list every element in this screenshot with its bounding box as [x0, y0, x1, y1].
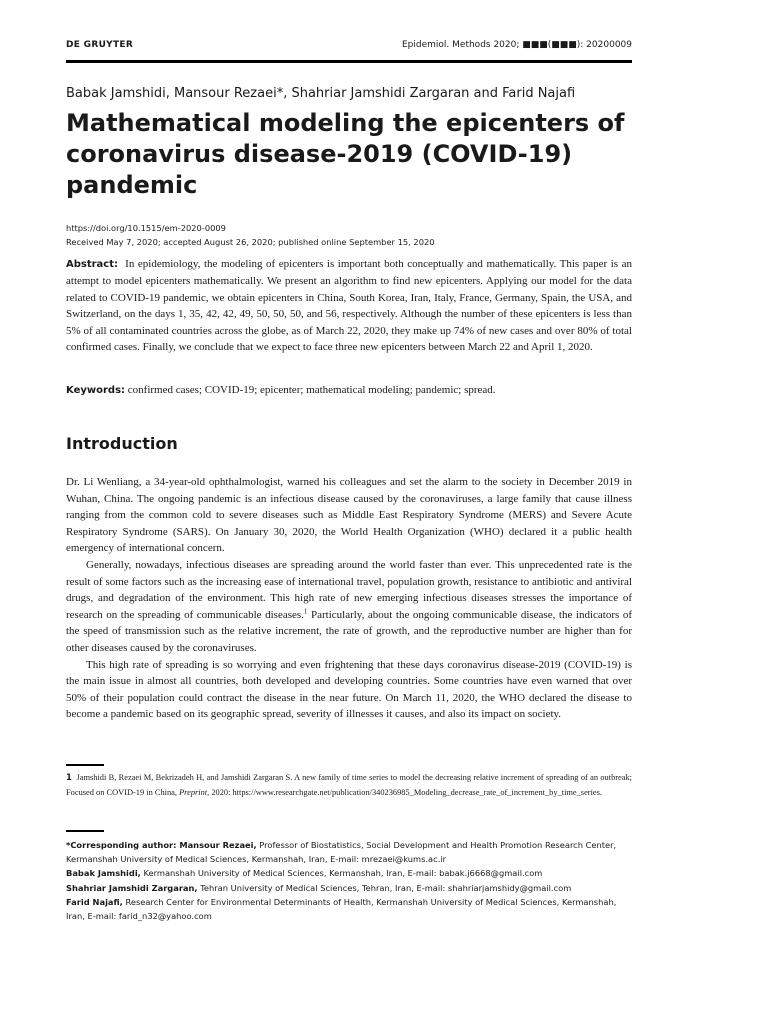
footnote-rule — [66, 764, 104, 766]
affiliation-name: Babak Jamshidi, — [66, 868, 141, 879]
abstract-text: In epidemiology, the modeling of epicenters is important both conceptually and mathematically. This paper is an attempt to model epicenters mathematically. We present an algorithm to find new epicenters. Applying our model for the data related to COVID-19 pandemic, we obtain epicenters in China, South Korea, Iran, Italy, France, Germany, Spain, the USA, and Switzerland, on the days 1, 35, 42, 42, 49, 50, 50, 50, and 56, respectively. Although the number of these epicenters is less than 5% of all contaminated countries across the globe, as of March 22, 2020, they make up 74% of new cases and over 80% of total confirmed cases. Finally, we conclude that we expect to face three new epicenters between March 22 and April 1, 2020. — [66, 258, 633, 354]
article-meta — [66, 221, 435, 249]
affiliation-entry — [66, 866, 632, 880]
abstract-label: Abstract: — [66, 259, 119, 270]
affiliation-entry — [66, 895, 632, 923]
keywords — [66, 382, 632, 399]
author-list: Babak Jamshidi, Mansour Rezaei*, Shahriar Jamshidi Zargaran and Farid Najafi — [66, 86, 576, 101]
keywords-label: Keywords: — [66, 385, 126, 396]
affiliation-text: Kermanshah University of Medical Sciences, Kermanshah, Iran, E-mail: babak.j6668@gmail.com — [140, 868, 543, 879]
footnote-text: Jamshidi B, Rezaei M, Bekrizadeh H, and Jamshidi Zargaran S. A new family of time series to model the decreasing relative increment of spreading of an outbreak; Focused on COVID-19 in China, — [66, 773, 633, 797]
affiliation-text: Research Center for Environmental Determinants of Health, Kermanshah University of Medical Sciences, Kermanshah, Iran, E-mail: farid_n32@yahoo.com — [66, 896, 617, 922]
publisher-name: DE GRUYTER — [66, 40, 134, 50]
article-title: Mathematical modeling the epicenters of coronavirus disease-2019 (COVID-19) pandemic — [66, 109, 625, 199]
footnote-italic: Preprint — [179, 787, 208, 797]
footnote — [66, 770, 632, 800]
paragraph: This high rate of spreading is so worrying and even frightening that these days coronavirus disease-2019 (COVID-19) is the main issue in almost all countries, both developed and developing countries. Some countries have even warned that over 50% of their population could contract the disease in the near future. On March 11, 2020, the WHO declared the disease to become a pandemic based on its geographic spread, severity of illnesses it causes, and also its impact on society. — [66, 658, 632, 721]
affiliation-name: Farid Najafi, — [66, 896, 123, 907]
affiliation-name: *Corresponding author: Mansour Rezaei, — [66, 840, 257, 850]
author-affiliations — [66, 838, 632, 923]
abstract — [66, 256, 632, 355]
affiliations-rule — [66, 830, 104, 832]
header-rule — [66, 60, 632, 63]
journal-reference: Epidemiol. Methods 2020; ■■■(■■■): 20200009 — [402, 40, 632, 50]
footnote-number: 1 — [66, 772, 72, 782]
footnote-text: , 2020: https://www.researchgate.net/publication/340236985_Modeling_decrease_rate_of_increment_by_time_series. — [207, 787, 602, 797]
doi-link[interactable]: https://doi.org/10.1515/em-2020-0009 — [66, 223, 226, 233]
affiliation-name: Shahriar Jamshidi Zargaran, — [66, 882, 198, 893]
introduction-body — [66, 474, 632, 723]
section-heading-introduction: Introduction — [66, 434, 178, 453]
article-dates: Received May 7, 2020; accepted August 26, 2020; published online September 15, 2020 — [66, 237, 435, 247]
affiliation-entry — [66, 881, 632, 895]
footnote-reference[interactable]: 1 — [303, 607, 308, 616]
running-header — [66, 40, 632, 54]
paragraph-text: Generally, nowadays, infectious diseases are spreading around the world faster than ever. This unprecedented rate is the result of some factors such as the increasing ease of international travel, population growth, resistance to antibiotic and antiviral drugs, and degradation of the environment. This high rate of new emerging infectious diseases stresses the importance of research on the spreading of communicable diseases. — [66, 558, 632, 621]
affiliation-text: Tehran University of Medical Sciences, Tehran, Iran, E-mail: shahriarjamshidy@gmail.com — [197, 882, 572, 893]
affiliation-text: Professor of Biostatistics, Social Development and Health Promotion Research Center, Kermanshah University of Medical Sciences, Kermanshah, Iran, E-mail: mrezaei@kums.ac.ir — [66, 840, 617, 865]
paragraph: Dr. Li Wenliang, a 34-year-old ophthalmologist, warned his colleagues and set the alarm to the society in December 2019 in Wuhan, China. The ongoing pandemic is an infectious disease caused by the coronaviruses, a large family that cause illness ranging from the common cold to severe diseases such as Middle East Respiratory Syndrome (MERS) and Severe Acute Respiratory Syndrome (SARS). On January 30, 2020, the World Health Organization (WHO) declared it a public health emergency of international concern. — [66, 476, 632, 555]
affiliation-entry — [66, 838, 632, 866]
keywords-text: confirmed cases; COVID-19; epicenter; mathematical modeling; pandemic; spread. — [127, 384, 496, 396]
paragraph — [66, 557, 632, 657]
paragraph-text: Particularly, about the ongoing communicable disease, the indicators of the speed of transmission such as the relative increment, the rate of growth, and the reproductive number are higher than for other diseases caused by the coronaviruses. — [66, 608, 632, 654]
